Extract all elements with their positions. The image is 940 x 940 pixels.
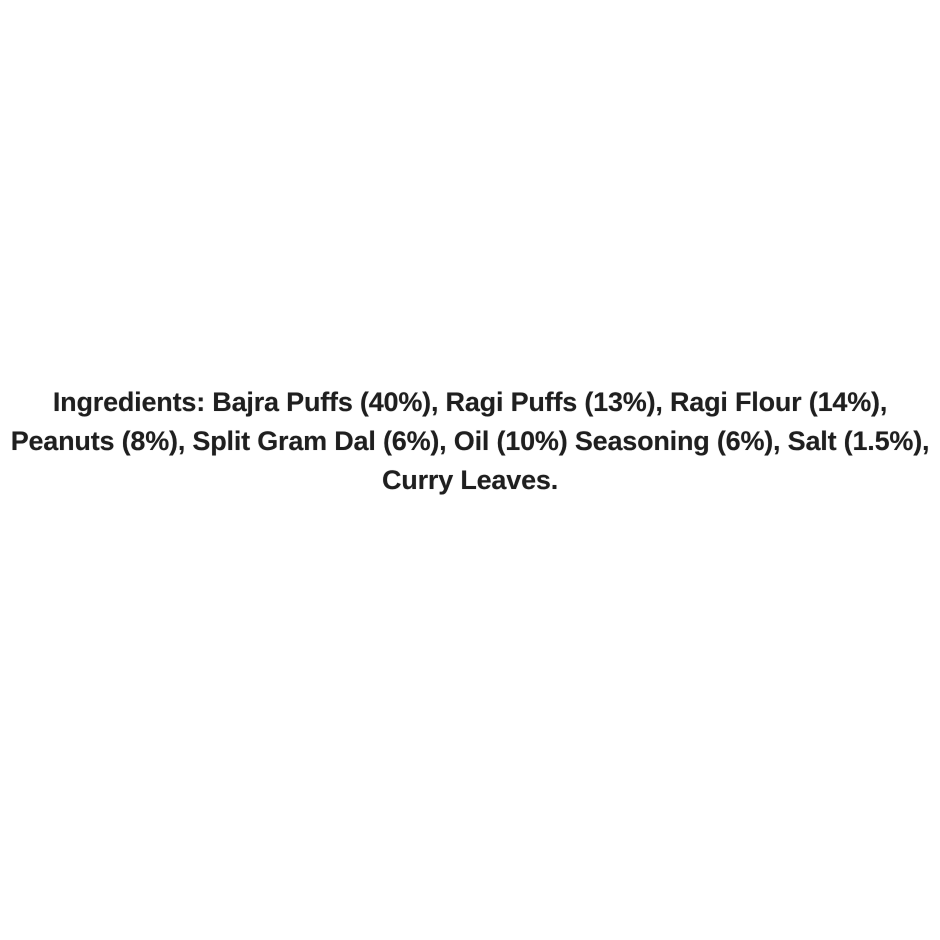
ingredients-line-3: Curry Leaves. [382, 465, 558, 495]
ingredients-line-2: Peanuts (8%), Split Gram Dal (6%), Oil (10%) Seasoning (6%), Salt (1.5%), [10, 426, 930, 456]
ingredients-text-block [0, 383, 940, 500]
ingredients-line-1: Ingredients: Bajra Puffs (40%), Ragi Puffs (13%), Ragi Flour (14%), [52, 387, 888, 417]
